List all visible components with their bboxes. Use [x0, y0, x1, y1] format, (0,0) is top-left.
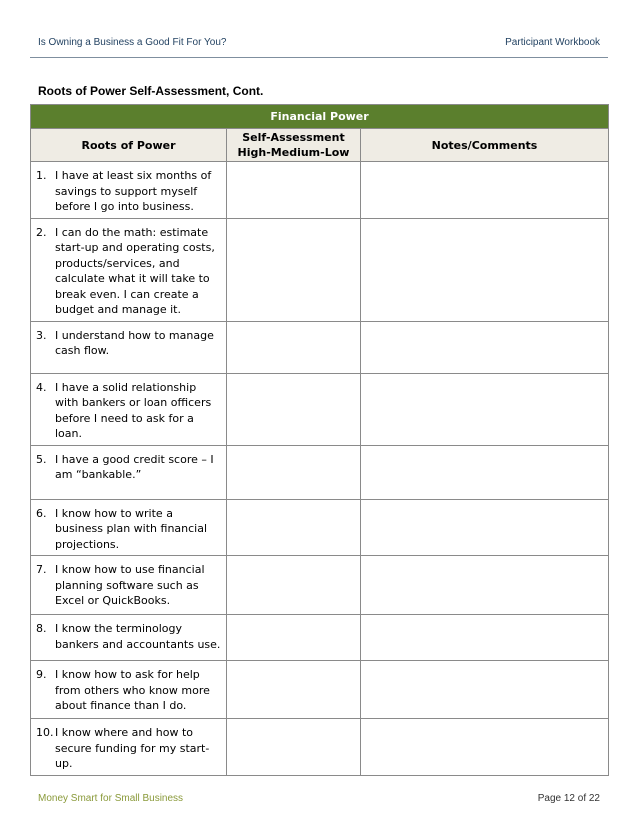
- column-header-roots: Roots of Power: [31, 129, 227, 162]
- self-assessment-cell[interactable]: [227, 719, 361, 776]
- table-row: [31, 218, 609, 321]
- self-assessment-cell[interactable]: [227, 499, 361, 556]
- row-number: 7.: [36, 563, 47, 576]
- notes-cell[interactable]: [361, 556, 609, 615]
- header-title: Is Owning a Business a Good Fit For You?: [38, 37, 227, 48]
- column-header-notes: Notes/Comments: [361, 129, 609, 162]
- self-assessment-cell[interactable]: [227, 162, 361, 219]
- self-assessment-cell[interactable]: [227, 218, 361, 321]
- row-text: I have a solid relationship with bankers or loan officers before I need to ask for a loan.: [55, 380, 212, 440]
- table-row: [31, 321, 609, 373]
- notes-cell[interactable]: [361, 719, 609, 776]
- notes-cell[interactable]: [361, 661, 609, 719]
- row-text: I know how to ask for help from others who know more about finance than I do.: [55, 668, 210, 712]
- footer-page-number: Page 12 of 22: [537, 793, 600, 804]
- notes-cell[interactable]: [361, 218, 609, 321]
- row-text: I can do the math: estimate start-up and operating costs, products/services, and calculate what it will take to break even. I can create a budget and manage it.: [55, 225, 215, 316]
- notes-cell[interactable]: [361, 499, 609, 556]
- row-number: 5.: [36, 452, 47, 466]
- self-assessment-cell[interactable]: [227, 556, 361, 615]
- notes-cell[interactable]: [361, 445, 609, 499]
- table-row: [31, 499, 609, 556]
- notes-cell[interactable]: [361, 615, 609, 661]
- row-text: I know where and how to secure funding for my start-up.: [55, 726, 210, 770]
- self-assessment-cell[interactable]: [227, 445, 361, 499]
- footer-program-name: Money Smart for Small Business: [38, 793, 184, 804]
- row-number: 10.: [36, 726, 54, 739]
- self-assessment-cell[interactable]: [227, 661, 361, 719]
- self-assessment-cell[interactable]: [227, 615, 361, 661]
- column-header-self-assessment: [227, 129, 361, 162]
- row-text: I have a good credit score – I am “bankable.”: [55, 452, 214, 481]
- notes-cell[interactable]: [361, 321, 609, 373]
- row-number: 1.: [36, 169, 47, 182]
- header-workbook-label: Participant Workbook: [505, 37, 600, 48]
- table-row: [31, 661, 609, 719]
- row-number: 2.: [36, 225, 47, 239]
- row-number: 8.: [36, 622, 47, 635]
- table-row: [31, 556, 609, 615]
- self-assessment-line2: High-Medium-Low: [237, 146, 350, 159]
- row-text: I understand how to manage cash flow.: [55, 328, 214, 357]
- row-number: 9.: [36, 668, 47, 681]
- row-text: I know how to use financial planning software such as Excel or QuickBooks.: [55, 563, 205, 607]
- self-assessment-line1: Self-Assessment: [242, 131, 345, 144]
- row-number: 6.: [36, 506, 47, 520]
- row-number: 3.: [36, 328, 47, 342]
- assessment-table: [30, 104, 609, 776]
- notes-cell[interactable]: [361, 162, 609, 219]
- notes-cell[interactable]: [361, 373, 609, 445]
- table-row: [31, 445, 609, 499]
- section-title: Roots of Power Self-Assessment, Cont.: [38, 84, 264, 98]
- table-row: [31, 162, 609, 219]
- row-text: I know the terminology bankers and accountants use.: [55, 622, 221, 651]
- table-row: [31, 719, 609, 776]
- table-row: [31, 373, 609, 445]
- table-banner: Financial Power: [31, 105, 609, 129]
- row-text: I know how to write a business plan with financial projections.: [55, 506, 208, 551]
- header-divider: [30, 57, 608, 58]
- self-assessment-cell[interactable]: [227, 321, 361, 373]
- table-row: [31, 615, 609, 661]
- row-number: 4.: [36, 380, 47, 394]
- self-assessment-cell[interactable]: [227, 373, 361, 445]
- row-text: I have at least six months of savings to support myself before I go into business.: [55, 169, 212, 213]
